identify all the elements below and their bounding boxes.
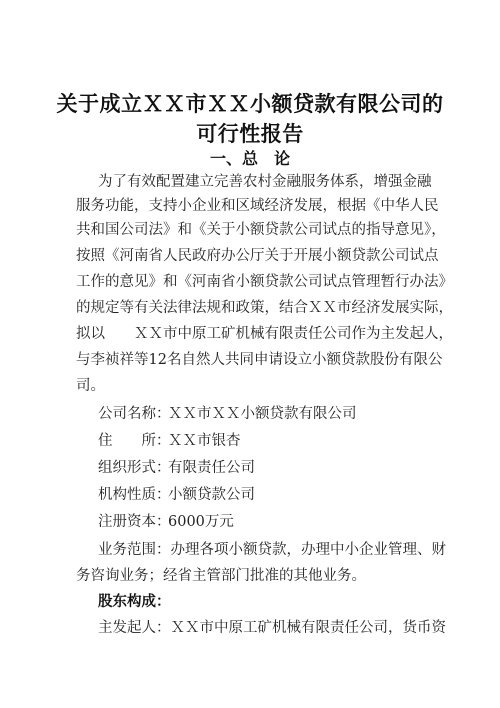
intro-line: 服务功能，支持小企业和区域经济发展，根据《中华人民 <box>76 198 439 214</box>
field-label: 机构性质： <box>98 487 171 503</box>
field-label: 住 所： <box>98 433 171 449</box>
document-title-line1: 关于成立ＸＸ市ＸＸ小额贷款有限公司的 <box>56 92 444 116</box>
intro-line: 司。 <box>76 378 105 394</box>
intro-line: 共和国公司法》和《关于小额贷款公司试点的指导意见》， <box>76 222 446 238</box>
section-heading: 一、总 论 <box>209 149 290 168</box>
field-registered-capital <box>98 512 234 532</box>
field-company-name <box>98 404 357 424</box>
field-label: 注册资本： <box>98 514 171 530</box>
business-scope-line: 业务范围：办理各项小额贷款，办理中小企业管理、财 <box>98 542 446 558</box>
intro-line: 为了有效配置建立完善农村金融服务体系，增强金融 <box>98 174 432 190</box>
intro-line: 工作的意见》和《河南省小额贷款公司试点管理暂行办法》 <box>76 274 453 290</box>
field-organization-form <box>98 458 255 478</box>
field-address <box>98 431 241 451</box>
document-title-line2: 可行性报告 <box>196 122 304 146</box>
main-sponsor-line: 主发起人：ＸＸ市中原工矿机械有限责任公司，货币资 <box>98 620 446 636</box>
field-value: ＸＸ市ＸＸ小额贷款有限公司 <box>168 406 357 422</box>
field-value: 有限责任公司 <box>168 460 255 476</box>
field-institution-nature <box>98 485 255 505</box>
field-value: 小额贷款公司 <box>168 487 255 503</box>
business-scope-line: 务咨询业务；经省主管部门批准的其他业务。 <box>76 568 366 584</box>
intro-line: 与李祯祥等12名自然人共同申请设立小额贷款股份有限公 <box>76 352 443 368</box>
field-value: ＸＸ市银杏 <box>168 433 241 449</box>
intro-line: 按照《河南省人民政府办公厅关于开展小额贷款公司试点 <box>76 248 439 264</box>
intro-line: 的规定等有关法律法规和政策，结合ＸＸ市经济发展实际， <box>76 300 453 316</box>
shareholders-heading: 股东构成： <box>98 594 171 610</box>
field-label: 公司名称： <box>98 406 171 422</box>
field-label: 组织形式： <box>98 460 171 476</box>
intro-line: 拟以 ＸＸ市中原工矿机械有限责任公司作为主发起人， <box>76 326 453 342</box>
field-value: 6000万元 <box>168 514 234 530</box>
